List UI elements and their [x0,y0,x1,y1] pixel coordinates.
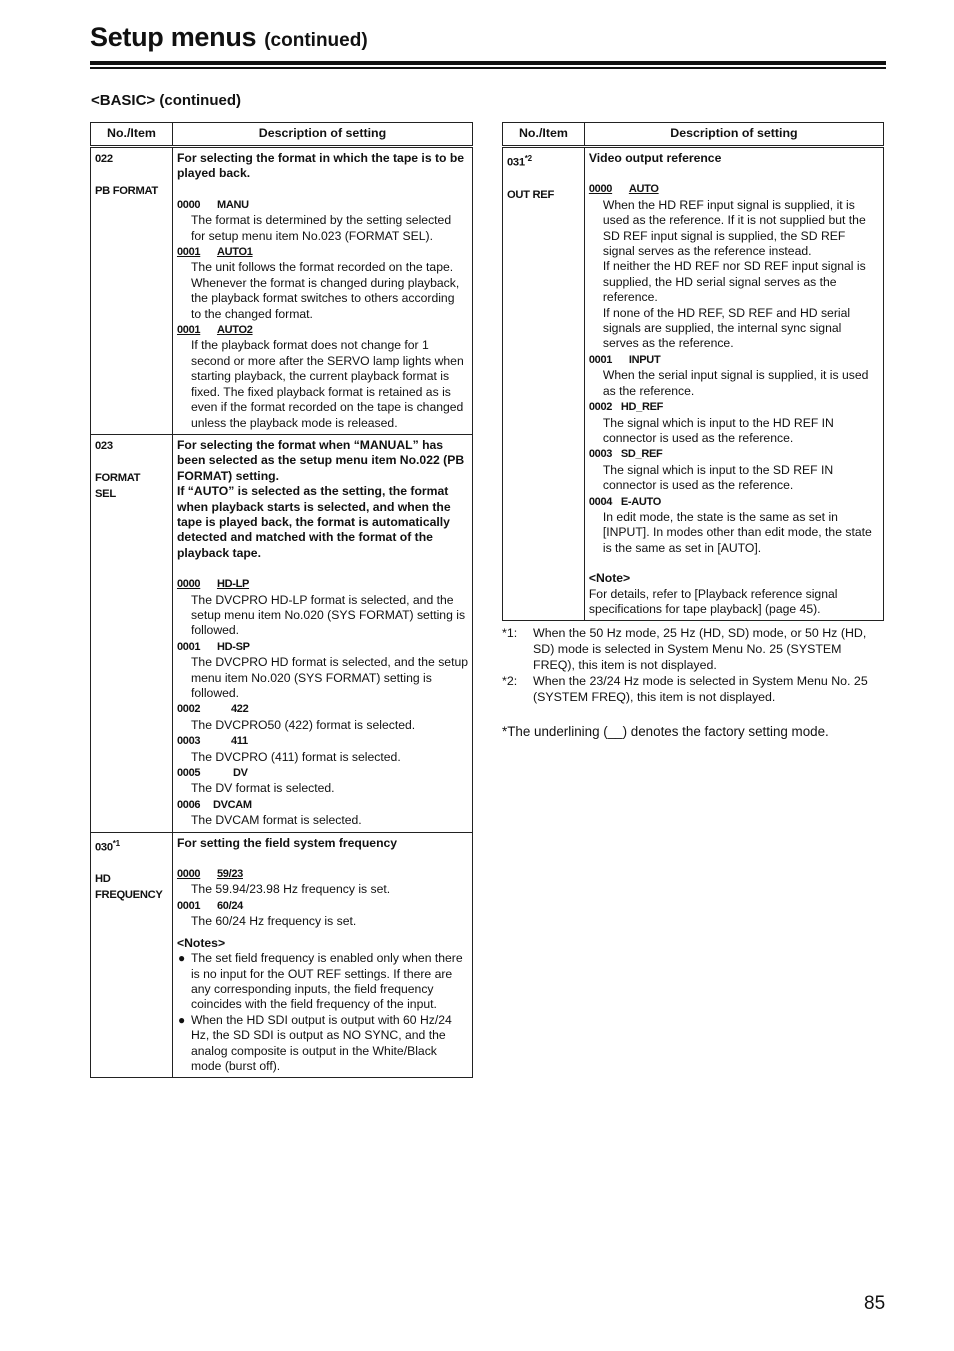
table-row [503,147,884,621]
option-code: 0000 [176,578,201,591]
option-code: 0006 [176,798,201,811]
option-desc: The DVCAM format is selected. [190,813,362,828]
option-desc: In edit mode, the state is the same as set in [INPUT]. In modes other than edit mode, the state is the same as set in [AUTO]. [602,509,872,555]
section-heading: <BASIC> (continued) [91,92,242,109]
option-desc: The DV format is selected. [190,781,335,796]
row-lead: Video output reference [588,151,722,165]
bullet-icon: ● [177,1012,186,1027]
option-line [589,353,879,368]
option-desc: The DVCPRO50 (422) format is selected. [190,717,416,732]
option-code: 0003 [176,735,201,748]
option-label: HD-SP [216,640,250,653]
header-rule-thin [90,67,886,69]
option-line [177,798,468,813]
option-desc: The DVCPRO HD format is selected, and the setup menu item No.020 (SYS FORMAT) setting is followed. [190,655,469,700]
item-name: SEL [95,487,116,500]
option-code: 0000 [588,183,613,196]
footnotes [502,625,886,705]
note-item: ● The set field frequency is enabled only when there is no input for the OUT REF settings. If there are any corresponding inputs, the field frequency coincides with the field frequency of the input. [177,951,463,1012]
item-name: OUT REF [507,188,554,201]
option-desc: The 60/24 Hz frequency is set. [190,914,357,929]
option-label: 422 [230,703,249,716]
option-desc: The signal which is input to the SD REF IN connector is used as the reference. [602,462,834,493]
item-number: 022 [95,153,113,165]
page-title: Setup menus [90,22,257,52]
notes-heading: <Notes> [176,935,226,950]
option-label: HD-LP [216,578,250,591]
option-code: 0005 [176,767,201,780]
item-name: PB FORMAT [95,185,158,197]
item-name: HD [95,873,111,886]
option-code: 0001 [588,353,613,366]
option-label: DV [232,767,248,780]
option-line [177,640,468,655]
option-label: E-AUTO [620,495,662,508]
option-desc: The 59.94/23.98 Hz frequency is set. [190,882,391,897]
option-desc: The DVCPRO HD-LP format is selected, and the setup menu item No.020 (SYS FORMAT) setting is followed. [190,592,466,638]
option-desc: The DVCPRO (411) format is selected. [190,749,401,764]
option-line [177,198,468,213]
option-line [177,577,468,592]
table-header-row [91,123,473,147]
col-header-no-item: No./Item [91,123,173,147]
option-code: 0004 [588,495,613,508]
row-lead-2: If “AUTO” is selected as the setting, the format when playback starts is selected, and when the tape is played back, the format is automatically detected and matched with the format of the playback tape. [176,484,451,560]
table-header-row [503,123,884,147]
option-label: 59/23 [216,868,243,881]
row-lead: For selecting the format when “MANUAL” has been selected as the setup menu item No.022 (PB FORMAT) setting. [176,437,465,483]
item-number: 023 [95,439,113,452]
option-line [177,766,468,781]
option-line [177,245,468,260]
item-name: FORMAT [95,471,141,484]
option-label: 60/24 [216,899,243,912]
footnote-mark: *1: [502,626,518,640]
right-settings-table [502,122,884,621]
item-name: FREQUENCY [95,889,163,902]
option-line [589,182,879,197]
option-line [589,400,879,415]
option-code: 0000 [176,198,201,211]
option-code: 0002 [176,703,201,716]
option-label: DVCAM [212,798,252,811]
page-header [90,22,886,53]
col-header-description: Description of setting [172,123,472,147]
option-code: 0001 [176,324,201,337]
option-desc: When the HD REF input signal is supplied, it is used as the reference. If it is not supplied but the SD REF input signal is supplied, the SD REF signal serves as the reference instead. [602,197,866,259]
table-row [91,147,473,435]
description-cell [172,434,472,832]
footnote [502,673,886,705]
option-desc: If the playback format does not change for 1 second or more after the SERVO lamp lights when starting playback, the current playback format is fixed. The fixed playback format is retained as is even if the format recorded on the tape is changed unless the playback mode is released. [190,338,464,430]
item-cell [91,147,173,435]
col-header-description: Description of setting [584,123,883,147]
description-cell [172,147,472,435]
bullet-icon: ● [177,951,186,966]
table-row [91,434,473,832]
option-desc: When the serial input signal is supplied, it is used as the reference. [602,368,869,398]
option-code: 0001 [176,640,201,653]
page-number: 85 [864,1293,886,1314]
option-code: 0001 [176,246,201,259]
option-label: AUTO1 [216,246,253,259]
note-item: ● When the HD SDI output is output with 60 Hz/24 Hz, the SD SDI is output as NO SYNC, and the analog composite is output in the White/Black mode (burst off). [177,1012,452,1073]
option-code: 0000 [176,868,201,881]
option-line [177,323,468,338]
option-label: MANU [216,198,249,211]
footnote [502,625,886,673]
option-line [177,702,468,717]
option-label: SD_REF [620,448,663,461]
row-lead: For selecting the format in which the tape is to be played back. [176,151,465,181]
description-cell [584,147,883,621]
option-desc: The format is determined by the setting selected for setup menu item No.023 (FORMAT SEL). [190,213,452,243]
option-label: HD_REF [620,401,664,414]
option-line [177,867,468,882]
description-cell [172,832,472,1078]
option-desc: If neither the HD REF nor SD REF input signal is supplied, the HD serial signal serves as the reference. [602,259,866,305]
option-desc: The unit follows the format recorded on the tape. Whenever the format is changed during playback, the playback format switches to others according to the changed format. [190,260,460,321]
item-cell [91,832,173,1078]
option-code: 0001 [176,899,201,912]
option-line [589,447,879,462]
option-desc: If none of the HD REF, SD REF and HD serial signals are supplied, the internal sync signal serves as the reference. [602,305,851,351]
col-header-no-item: No./Item [503,123,585,147]
factory-setting-note: *The underlining (__) denotes the factory setting mode. [502,724,829,739]
option-code: 0002 [588,401,613,414]
footnote-ref: *1 [112,838,120,848]
footnote-text: When the 50 Hz mode, 25 Hz (HD, SD) mode, or 50 Hz (HD, SD) mode is selected in System Menu No. 25 (SYSTEM FREQ), this item is not displayed. [533,626,867,672]
option-label: AUTO [628,183,659,196]
item-number: 030$^{*1}$ [95,838,120,854]
page-subtitle: (continued) [264,30,368,51]
row-lead: For setting the field system frequency [176,835,398,850]
header-rule-thick [90,61,886,65]
note-text: For details, refer to [Playback reference signal specifications for tape playback] (page 45). [588,586,838,616]
left-settings-table [90,122,473,1078]
option-label: 411 [230,735,248,748]
option-desc: The signal which is input to the HD REF IN connector is used as the reference. [602,415,834,445]
item-cell [91,434,173,832]
item-number: 031$^{*2}$ [507,154,532,169]
footnote-text: When the 23/24 Hz mode is selected in System Menu No. 25 (SYSTEM FREQ), this item is not displayed. [533,674,868,704]
item-cell [503,147,585,621]
option-code: 0003 [588,448,613,461]
note-heading: <Note> [588,571,631,586]
option-line [177,899,468,914]
option-label: INPUT [628,353,661,366]
option-line [177,734,468,749]
option-line [589,495,879,510]
option-label: AUTO2 [216,324,253,337]
table-row [91,832,473,1078]
footnote-ref: *2 [524,154,532,163]
footnote-mark: *2: [502,674,518,688]
